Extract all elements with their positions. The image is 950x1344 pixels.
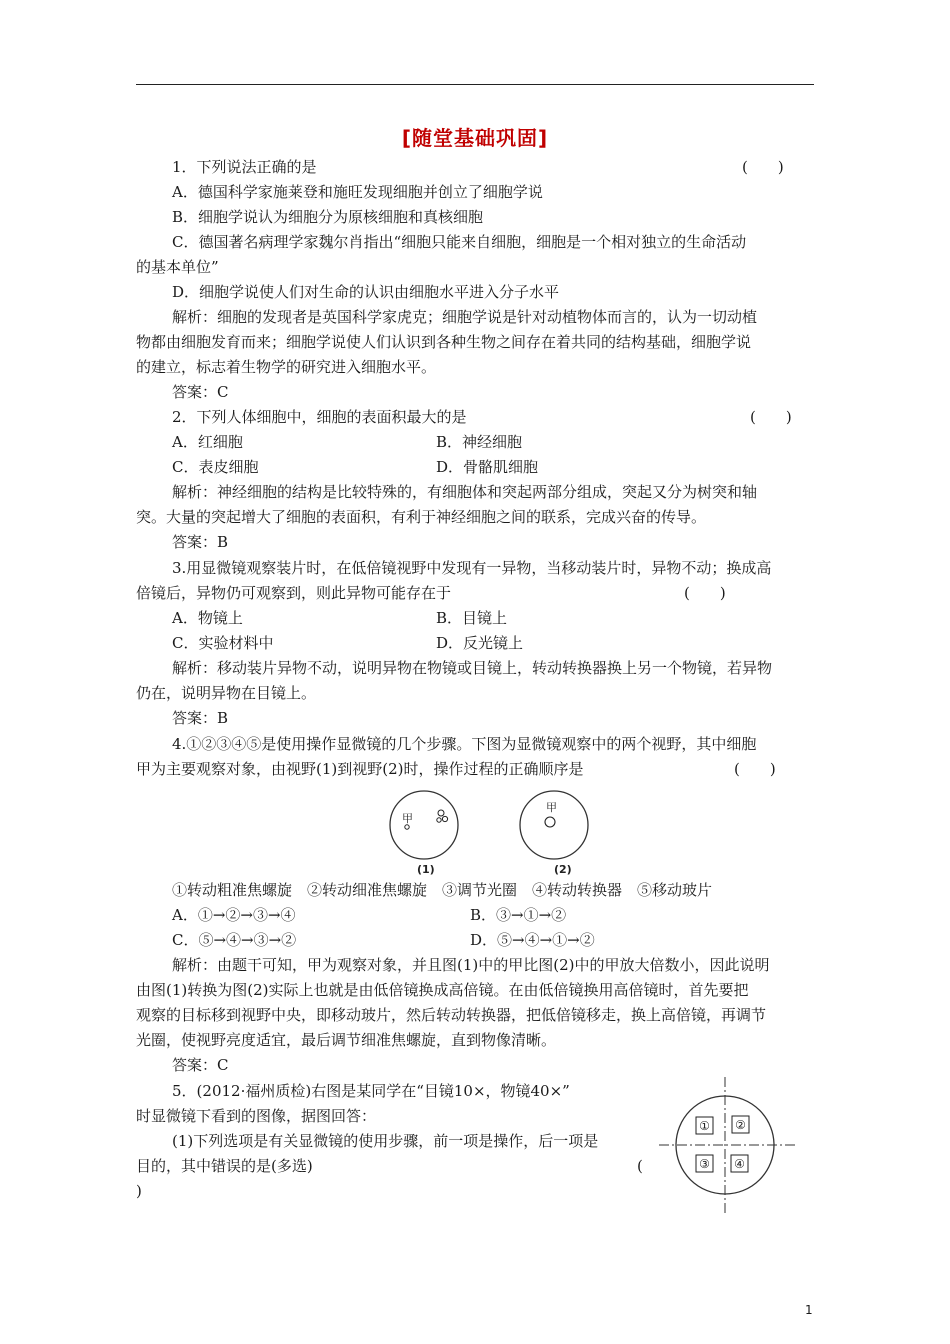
q5-sub1-line2: 目的，其中错误的是(多选)	[136, 1157, 313, 1175]
top-rule	[136, 84, 814, 85]
q1-explanation-line2: 物都由细胞发育而来；细胞学说使人们认识到各种生物之间存在着共同的结构基础，细胞学说	[136, 333, 752, 351]
q4-explanation-line3: 观察的目标移到视野中央，即移动玻片，然后转动转换器，把低倍镜移走，换上高倍镜，再调节	[136, 1006, 767, 1024]
other-cell	[442, 816, 447, 821]
quadrant-cell-2	[732, 1116, 749, 1133]
q3-explanation-line1: 解析：移动装片异物不动，说明异物在物镜或目镜上，转动转换器换上另一个物镜，若异物	[172, 659, 773, 677]
q4-answer-blank: ( )	[734, 760, 776, 778]
q1-stem: 1．下列说法正确的是	[172, 158, 317, 176]
q1-explanation-line1: 解析：细胞的发现者是英国科学家虎克；细胞学说是针对动植物体而言的，认为一切动植	[172, 308, 758, 326]
view-field-1-caption: (1)	[417, 863, 435, 876]
cell-jia-label-2: 甲	[546, 801, 557, 814]
q4-option-d: D．⑤→④→①→②	[470, 931, 595, 949]
q4-explanation-line1: 解析：由题干可知，甲为观察对象，并且图(1)中的甲比图(2)中的甲放大倍数小，因此说明	[172, 956, 770, 974]
page-number: 1	[805, 1303, 813, 1317]
q2-option-a: A．红细胞	[172, 433, 243, 451]
q3-answer: 答案：B	[172, 709, 229, 727]
other-cell	[437, 818, 441, 822]
q1-answer: 答案：C	[172, 383, 229, 401]
q2-answer: 答案：B	[172, 533, 229, 551]
q1-explanation-line3: 的建立，标志着生物学的研究进入细胞水平。	[136, 358, 437, 376]
q5-sub1-line1: (1)下列选项是有关显微镜的使用步骤，前一项是操作，后一项是	[172, 1132, 599, 1150]
cell-jia-label-1: 甲	[402, 812, 413, 825]
cell-jia-small	[405, 825, 409, 829]
svg-text:①: ①	[699, 1119, 710, 1133]
q2-stem: 2．下列人体细胞中，细胞的表面积最大的是	[172, 408, 467, 426]
view-field-2	[520, 791, 588, 876]
q3-option-b: B．目镜上	[436, 609, 508, 627]
view-field-2-caption: (2)	[554, 863, 572, 876]
q4-explanation-line4: 光圈，使视野亮度适宜，最后调节细准焦螺旋，直到物像清晰。	[136, 1031, 557, 1049]
q2-explanation-line1: 解析：神经细胞的结构是比较特殊的，有细胞体和突起两部分组成，突起又分为树突和轴	[172, 483, 758, 501]
q4-stem-line1: 4.①②③④⑤是使用操作显微镜的几个步骤。下图为显微镜观察中的两个视野，其中细胞	[172, 735, 757, 753]
q1-option-c-line2: 的基本单位”	[136, 258, 219, 276]
svg-text:③: ③	[699, 1157, 710, 1171]
q2-option-b: B．神经细胞	[436, 433, 523, 451]
q4-option-c: C．⑤→④→③→②	[172, 931, 297, 949]
q1-option-d: D．细胞学说使人们对生命的认识由细胞水平进入分子水平	[172, 283, 560, 301]
q5-figure	[655, 1075, 800, 1215]
q2-option-c: C．表皮细胞	[172, 458, 259, 476]
q3-option-a: A．物镜上	[172, 609, 243, 627]
q3-answer-blank: ( )	[684, 584, 726, 602]
q5-stem-line2: 时显微镜下看到的图像，据图回答：	[136, 1107, 377, 1125]
q4-option-a: A．①→②→③→④	[172, 906, 296, 924]
q2-option-d: D．骨骼肌细胞	[436, 458, 539, 476]
q2-explanation-line2: 突。大量的突起增大了细胞的表面积，有利于神经细胞之间的联系，完成兴奋的传导。	[136, 508, 707, 526]
svg-text:②: ②	[735, 1118, 746, 1132]
q1-answer-blank: ( )	[742, 158, 784, 176]
q3-option-d: D．反光镜上	[436, 634, 524, 652]
view-field-1	[390, 791, 458, 876]
quadrant-cell-4	[731, 1155, 748, 1172]
quadrant-cell-1	[696, 1117, 713, 1134]
section-title: [随堂基础巩固]	[401, 126, 549, 150]
q3-option-c: C．实验材料中	[172, 634, 274, 652]
q5-paren-open: (	[637, 1157, 643, 1175]
other-cell	[438, 810, 444, 816]
q4-figure	[380, 785, 620, 877]
q5-stem-line1: 5．(2012·福州质检)右图是某同学在“目镜10×，物镜40×”	[172, 1082, 570, 1100]
q3-explanation-line2: 仍在，说明异物在目镜上。	[136, 684, 317, 702]
q3-stem-line2: 倍镜后，异物仍可观察到，则此异物可能存在于	[136, 584, 452, 602]
q4-explanation-line2: 由图(1)转换为图(2)实际上也就是由低倍镜换成高倍镜。在由低倍镜换用高倍镜时，首先要把	[136, 981, 749, 999]
q4-answer: 答案：C	[172, 1056, 229, 1074]
q4-steps: ①转动粗准焦螺旋 ②转动细准焦螺旋 ③调节光圈 ④转动转换器 ⑤移动玻片	[172, 881, 713, 899]
q4-stem-line2: 甲为主要观察对象，由视野(1)到视野(2)时，操作过程的正确顺序是	[136, 760, 584, 778]
quadrant-cell-3	[696, 1155, 713, 1172]
cell-jia-large	[545, 817, 555, 827]
q4-option-b: B．③→①→②	[470, 906, 567, 924]
q2-answer-blank: ( )	[750, 408, 792, 426]
q5-paren-close: )	[136, 1182, 142, 1200]
svg-text:④: ④	[734, 1157, 745, 1171]
q3-stem-line1: 3.用显微镜观察装片时，在低倍镜视野中发现有一异物，当移动装片时，异物不动；换成高	[172, 559, 772, 577]
q1-option-b: B．细胞学说认为细胞分为原核细胞和真核细胞	[172, 208, 484, 226]
q1-option-c-line1: C．德国著名病理学家魏尔肖指出“细胞只能来自细胞，细胞是一个相对独立的生命活动	[172, 233, 747, 251]
q1-option-a: A．德国科学家施莱登和施旺发现细胞并创立了细胞学说	[172, 183, 543, 201]
